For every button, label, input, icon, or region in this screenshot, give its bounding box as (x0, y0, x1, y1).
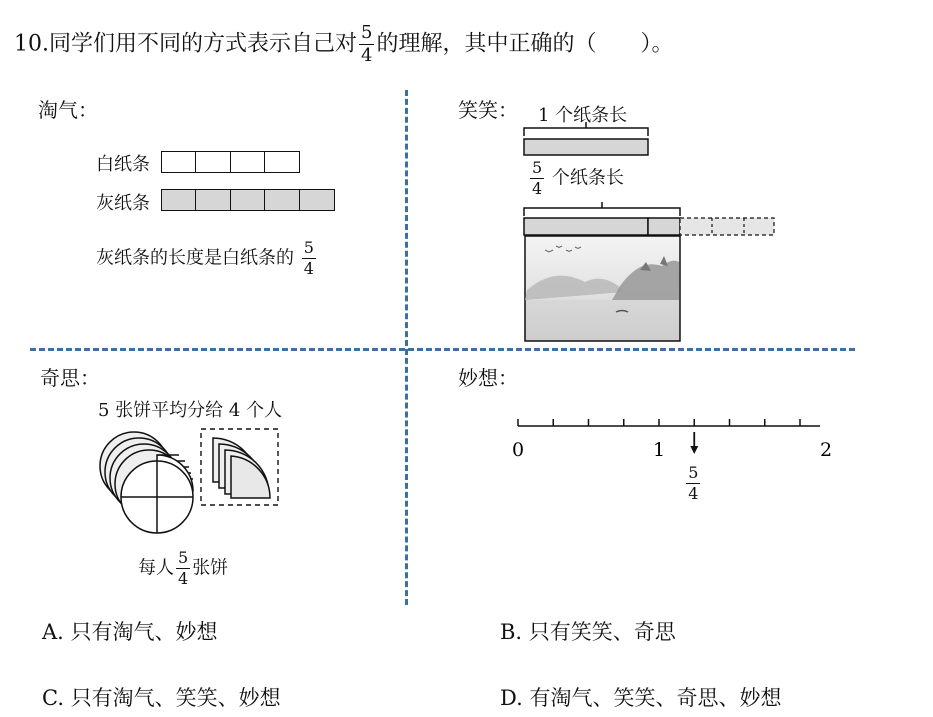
frac-strip-suffix: 个纸条长 (551, 167, 624, 189)
fraction-numerator: 5 (688, 463, 699, 482)
taoqi-statement-text: 灰纸条的长度是白纸条的 (96, 247, 294, 269)
fraction-numerator: 5 (361, 22, 373, 43)
miaoxiang-name: 妙想： (458, 366, 518, 390)
fraction-denominator: 4 (178, 569, 189, 588)
option-letter: B. (500, 620, 523, 644)
option-b[interactable] (500, 616, 676, 646)
fraction-numerator: 5 (532, 158, 543, 177)
number-line-label: 2 (819, 439, 833, 461)
miaoxiang-fraction (686, 465, 700, 502)
taoqi-name: 淘气： (38, 98, 98, 122)
option-text: 有淘气、笑笑、奇思、妙想 (529, 686, 782, 710)
fraction-denominator: 4 (361, 45, 373, 66)
arrow-head (690, 446, 698, 454)
option-c[interactable] (42, 682, 281, 712)
question-text-before: 同学们用不同的方式表示自己对 (49, 31, 358, 57)
fraction-denominator: 4 (688, 484, 699, 503)
xiaoxiao-name: 笑笑： (458, 98, 518, 122)
option-text: 只有淘气、笑笑、妙想 (70, 686, 281, 710)
one-strip-label: 1 个纸条长 (538, 105, 628, 126)
each-prefix: 每人 (138, 557, 174, 579)
number-line-ticks (518, 419, 800, 426)
question-text-after: 的理解，其中正确的（ ）。 (376, 31, 674, 57)
number-line-fraction (684, 465, 702, 502)
option-letter: C. (42, 686, 64, 710)
fraction-denominator: 4 (303, 259, 314, 278)
fraction-numerator: 5 (303, 238, 314, 257)
option-text: 只有淘气、妙想 (70, 620, 218, 644)
option-letter: A. (42, 620, 64, 644)
fraction-numerator: 5 (178, 548, 189, 567)
number-line-labels (512, 439, 832, 461)
white-strip-label: 白纸条 (96, 154, 150, 175)
question-number: 10. (14, 31, 49, 57)
number-line-arrow (690, 432, 698, 454)
each-suffix: 张饼 (192, 557, 229, 579)
option-a[interactable] (42, 616, 218, 646)
option-letter: D. (500, 686, 523, 710)
number-line-label: 0 (511, 439, 525, 461)
gray-strip-label: 灰纸条 (96, 193, 150, 214)
fraction-denominator: 4 (532, 179, 543, 198)
option-text: 只有笑笑、奇思 (528, 620, 676, 644)
qisi-name: 奇思： (40, 366, 100, 390)
number-line-label: 1 (652, 439, 666, 461)
qisi-line: 5 张饼平均分给 4 个人 (98, 400, 283, 421)
option-d[interactable] (500, 682, 781, 712)
